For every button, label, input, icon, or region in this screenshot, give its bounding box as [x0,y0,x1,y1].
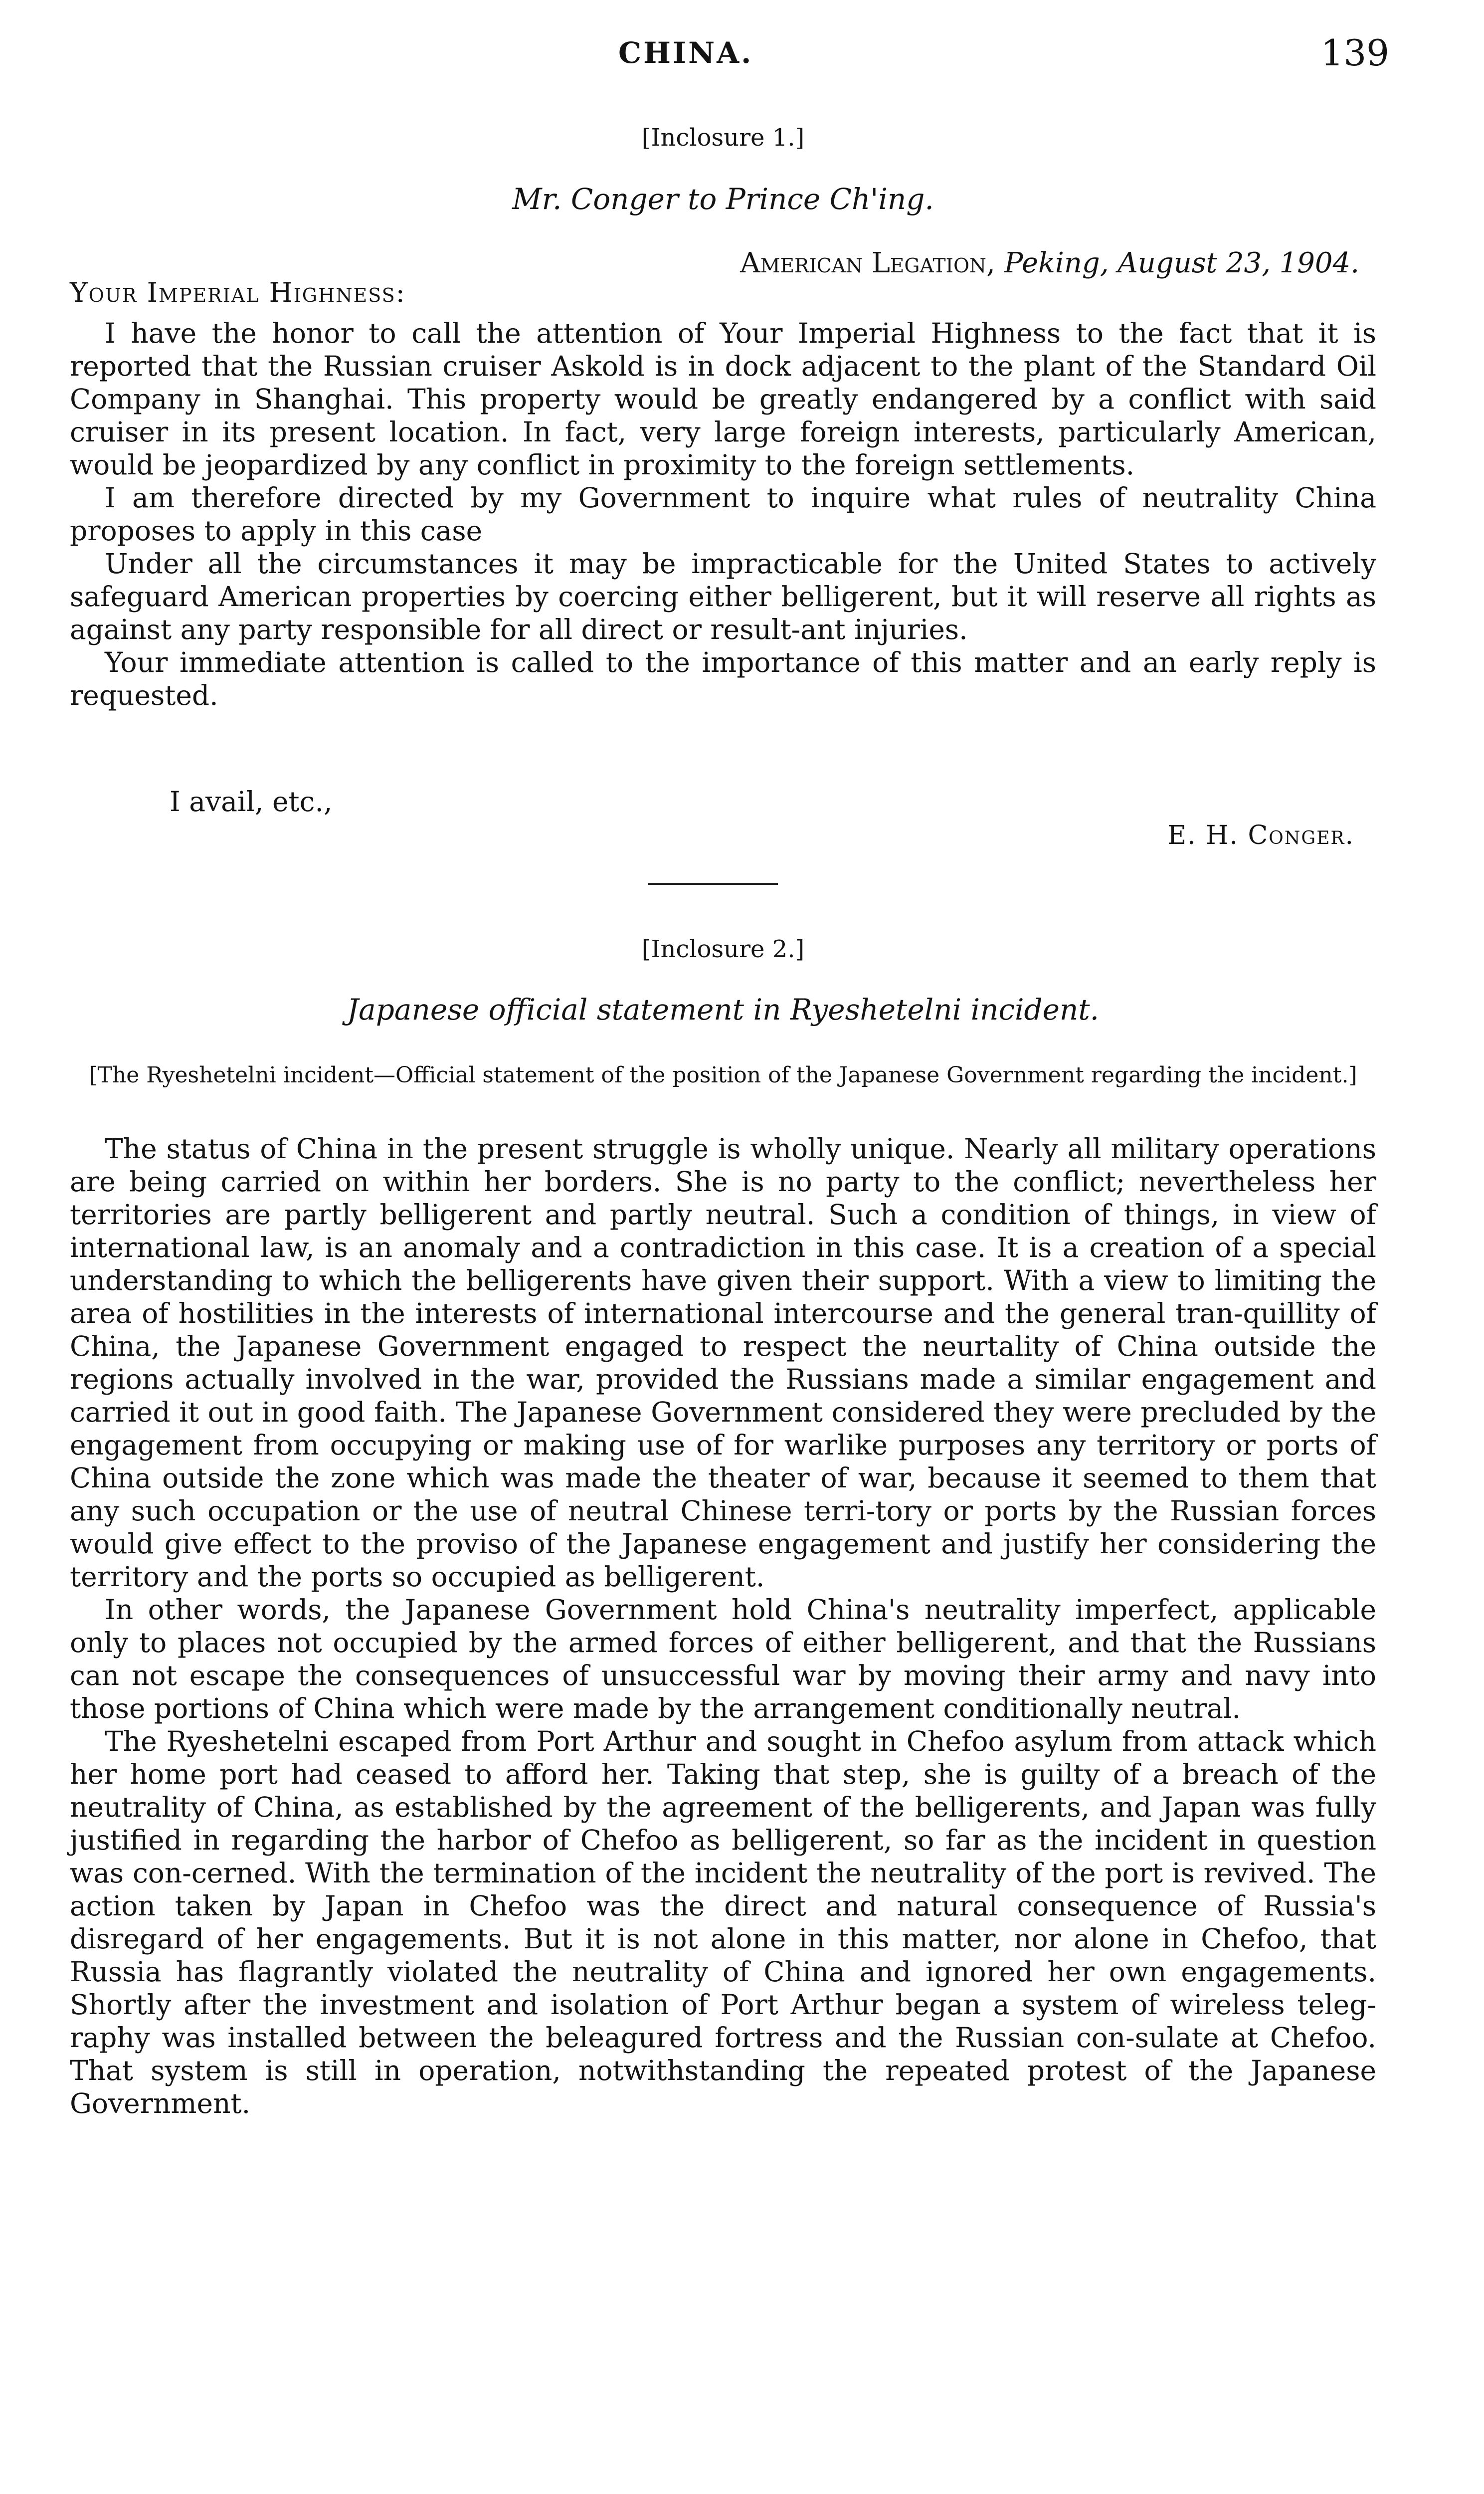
inclosure-1-label: [Inclosure 1.] [641,124,805,152]
body-paragraph: I am therefore directed by my Government to inquire what rules of neutrality China proposes to apply in this case [70,482,1376,547]
inclosure-1-body [70,317,1376,712]
inclosure-1-title: Mr. Conger to Prince Ch'ing. [512,182,934,216]
inclosure-2-label: [Inclosure 2.] [641,935,805,963]
page-number: 139 [1320,32,1389,74]
inclosure-2-body [70,1132,1376,2120]
dateline-date: Peking, August 23, 1904. [1004,247,1359,279]
inclosure-2-summary: [The Ryeshetelni incident—Official statement of the position of the Japanese Government regarding the incident.] [89,1062,1357,1088]
body-paragraph: I have the honor to call the attention of Your Imperial Highness to the fact that it is reported that the Russian cruiser Askold is in dock adjacent to the plant of the Standard Oil Company in Shanghai. This property would be greatly endangered by a conflict with said cruiser in its present location. In fact, very large foreign interests, particularly American, would be jeopardized by any conflict in proximity to the foreign settlements. [70,317,1376,481]
closing: I avail, etc., [170,786,333,818]
section-divider [648,883,778,885]
body-paragraph: In other words, the Japanese Government hold China's neutrality imperfect, applicable only to places not occupied by the armed forces of either belligerent, and that the Russians can not escape the consequences of unsuccessful war by moving their army and navy into those portions of China which were made by the arrangement conditionally neutral. [70,1594,1376,1724]
signature: E. H. Conger. [1167,821,1354,850]
dateline-place: American Legation, [740,247,995,279]
inclosure-2-title: Japanese official statement in Ryeshetelni incident. [347,993,1100,1027]
salutation: Your Imperial Highness: [70,277,406,308]
body-paragraph: The status of China in the present struggle is wholly unique. Nearly all military operations are being carried on within her borders. She is no party to the conflict; nevertheless her territories are partly belligerent and partly neutral. Such a condition of things, in view of international law, is an anomaly and a contradiction in this case. It is a creation of a special understanding to which the belligerents have given their support. With a view to limiting the area of hostilities in the interests of international intercourse and the general tran-quillity of China, the Japanese Government engaged to respect the neurtality of China outside the regions actually involved in the war, provided the Russians made a similar engagement and carried it out in good faith. The Japanese Government considered they were precluded by the engagement from occupying or making use of for warlike purposes any territory or ports of China outside the zone which was made the theater of war, because it seemed to them that any such occupation or the use of neutral Chinese terri-tory or ports by the Russian forces would give effect to the proviso of the Japanese engagement and justify her considering the territory and the ports so occupied as belligerent. [70,1133,1376,1593]
dateline [740,247,1359,279]
body-paragraph: The Ryeshetelni escaped from Port Arthur and sought in Chefoo asylum from attack which her home port had ceased to afford her. Taking that step, she is guilty of a breach of the neutrality of China, as established by the agreement of the belligerents, and Japan was fully justified in regarding the harbor of Chefoo as belligerent, so far as the incident in question was con-cerned. With the termination of the incident the neutrality of the port is revived. The action taken by Japan in Chefoo was the direct and natural consequence of Russia's disregard of her engagements. But it is not alone in this matter, nor alone in Chefoo, that Russia has flagrantly violated the neutrality of China and ignored her own engagements. Shortly after the investment and isolation of Port Arthur began a system of wireless teleg-raphy was installed between the beleagured fortress and the Russian con-sulate at Chefoo. That system is still in operation, notwithstanding the repeated protest of the Japanese Government. [70,1725,1376,2119]
running-title: CHINA. [618,36,753,70]
body-paragraph: Your immediate attention is called to the importance of this matter and an early reply is requested. [70,646,1376,711]
body-paragraph: Under all the circumstances it may be impracticable for the United States to actively safeguard American properties by coercing either belligerent, but it will reserve all rights as against any party responsible for all direct or result-ant injuries. [70,548,1376,645]
